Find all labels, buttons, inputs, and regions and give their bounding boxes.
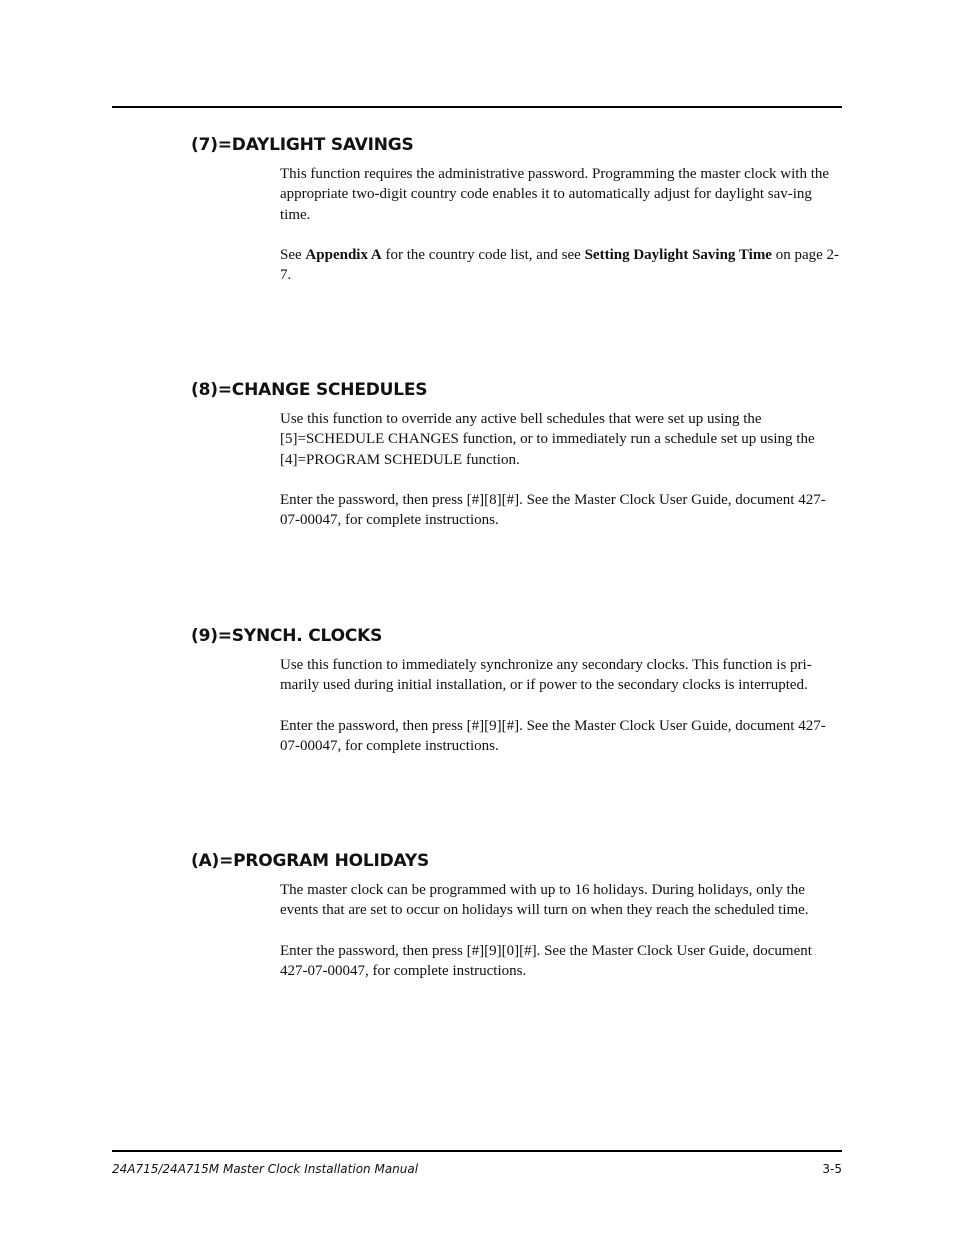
section-body bbox=[280, 164, 842, 285]
paragraph: Use this function to immediately synchronize any secondary clocks. This function is pri-marily used during initial installation, or if power to the secondary clocks is interrupted. bbox=[280, 657, 812, 694]
paragraph: Enter the password, then press [#][9][#]. See the Master Clock User Guide, document 427-07-00047, for complete instructions. bbox=[280, 717, 826, 754]
footer-title: 24A715/24A715M Master Clock Installation Manual bbox=[112, 1162, 419, 1176]
paragraph: Use this function to override any active bell schedules that were set up using the [5]=SCHEDULE CHANGES function, or to immediately run a schedule set up using the [4]=PROGRAM SCHEDULE function. bbox=[280, 411, 815, 468]
page-footer bbox=[112, 1162, 842, 1176]
text-run: on page 2-7. bbox=[280, 246, 840, 284]
section-program-holidays bbox=[191, 851, 842, 1001]
appendix-reference: Appendix A bbox=[305, 246, 382, 263]
section-heading: (8)=CHANGE SCHEDULES bbox=[191, 380, 428, 400]
section-heading: (A)=PROGRAM HOLIDAYS bbox=[191, 851, 430, 871]
section-heading: (9)=SYNCH. CLOCKS bbox=[191, 626, 383, 646]
section-body bbox=[280, 409, 842, 530]
section-body bbox=[280, 880, 842, 981]
footer-rule bbox=[112, 1150, 842, 1152]
section-reference: Setting Daylight Saving Time bbox=[584, 246, 772, 263]
section-change-schedules bbox=[191, 380, 842, 550]
text-run: See bbox=[280, 246, 306, 263]
section-body bbox=[280, 655, 842, 756]
page-number: 3-5 bbox=[822, 1162, 842, 1176]
header-rule bbox=[112, 106, 842, 108]
section-heading: (7)=DAYLIGHT SAVINGS bbox=[191, 135, 414, 155]
section-daylight-savings bbox=[191, 135, 842, 305]
paragraph bbox=[280, 245, 842, 286]
text-run: for the country code list, and see bbox=[381, 246, 585, 263]
section-synch-clocks bbox=[191, 626, 842, 776]
paragraph: The master clock can be programmed with up to 16 holidays. During holidays, only the events that are set to occur on holidays will turn on when they reach the scheduled time. bbox=[280, 882, 809, 919]
paragraph: Enter the password, then press [#][8][#]. See the Master Clock User Guide, document 427-07-00047, for complete instructions. bbox=[280, 491, 826, 529]
paragraph: This function requires the administrative password. Programming the master clock with the appropriate two-digit country code enables it to automatically adjust for daylight sav-ing time. bbox=[280, 166, 830, 223]
paragraph: Enter the password, then press [#][9][0][#]. See the Master Clock User Guide, document 427-07-00047, for complete instructions. bbox=[280, 942, 812, 979]
